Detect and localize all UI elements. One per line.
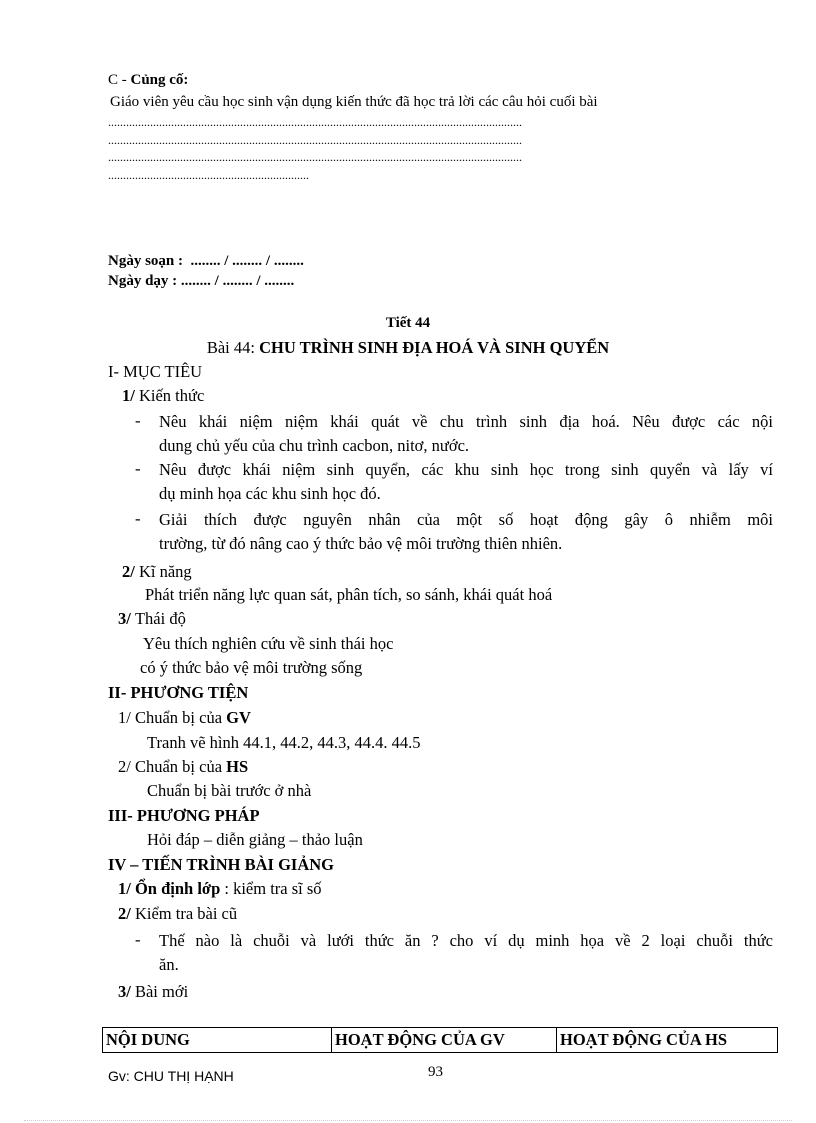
- prep-date: Ngày soạn : ........ / ........ / ........: [108, 253, 304, 269]
- skills-heading: 2/ Kĩ năng: [122, 562, 192, 581]
- skills-text: Phát triển năng lực quan sát, phân tích, so sánh, khái quát hoá: [145, 585, 553, 604]
- bullet-dash: -: [135, 930, 141, 949]
- lesson-title: Bài 44: CHU TRÌNH SINH ĐỊA HOÁ VÀ SINH QUYỂN: [206, 338, 610, 357]
- knowledge-bullet-1: Nêu khái niệm niệm khái quát về chu trình sinh địa hoá. Nêu được các nội dung chủ yếu của chu trình cacbon, nitơ, nước.: [159, 412, 773, 455]
- knowledge-heading: 1/ Kiến thức: [122, 386, 205, 405]
- lesson-period: Tiết 44: [385, 315, 431, 331]
- attitude-heading: 3/ Thái độ: [118, 609, 186, 628]
- teach-date: Ngày dạy : ........ / ........ / ........: [108, 273, 295, 289]
- gv-prep-text: Tranh vẽ hình 44.1, 44.2, 44.3, 44.4. 44.5: [147, 733, 421, 752]
- hs-prep-heading: 2/ Chuẩn bị của HS: [118, 757, 249, 776]
- lesson-table: [102, 1027, 778, 1053]
- dot-line: ..........................................................................................................................................: [108, 116, 522, 128]
- step3-heading: 3/ Bài mới: [118, 982, 189, 1001]
- section2-heading: II- PHƯƠNG TIỆN: [108, 683, 249, 702]
- table-header-row: [103, 1028, 778, 1053]
- attitude-line-1: Yêu thích nghiên cứu về sinh thái học: [143, 634, 394, 653]
- page-number: 93: [428, 1064, 443, 1080]
- gv-prep-heading: 1/ Chuẩn bị của GV: [118, 708, 251, 727]
- section1-heading: I- MỤC TIÊU: [108, 362, 203, 381]
- method-text: Hỏi đáp – diễn giảng – thảo luận: [147, 830, 363, 849]
- table-header-content: NỘI DUNG: [103, 1028, 332, 1053]
- section3-heading: III- PHƯƠNG PHÁP: [108, 806, 260, 825]
- consolidation-text: Giáo viên yêu cầu học sinh vận dụng kiến thức đã học trả lời các câu hỏi cuối bài: [110, 94, 598, 110]
- dot-line: ...................................................................: [108, 169, 309, 181]
- knowledge-bullet-2: Nêu được khái niệm sinh quyển, các khu sinh học trong sinh quyển và lấy ví dụ minh họa các khu sinh học đó.: [159, 460, 773, 503]
- hs-prep-text: Chuẩn bị bài trước ở nhà: [147, 781, 312, 800]
- section4-heading: IV – TIẾN TRÌNH BÀI GIẢNG: [108, 855, 335, 874]
- attitude-line-2: có ý thức bảo vệ môi trường sống: [140, 658, 363, 677]
- review-question: Thế nào là chuỗi và lưới thức ăn ? cho ví dụ minh họa về 2 loại chuỗi thức ăn.: [159, 931, 773, 974]
- bullet-dash: -: [135, 459, 141, 478]
- consolidation-heading: C - Củng cố:: [108, 72, 189, 88]
- bullet-dash: -: [135, 509, 141, 528]
- step1: 1/ Ổn định lớp : kiểm tra sĩ số: [118, 879, 322, 898]
- dot-line: ..........................................................................................................................................: [108, 134, 522, 146]
- dot-line: ..........................................................................................................................................: [108, 151, 522, 163]
- table-header-student: HOẠT ĐỘNG CỦA HS: [557, 1028, 778, 1053]
- knowledge-bullet-3: Giải thích được nguyên nhân của một số hoạt động gây ô nhiễm môi trường, từ đó nâng cao ý thức bảo vệ môi trường thiên nhiên.: [159, 510, 773, 553]
- footer-divider: [24, 1120, 792, 1121]
- table-header-teacher: HOẠT ĐỘNG CỦA GV: [332, 1028, 557, 1053]
- footer-teacher: Gv: CHU THỊ HẠNH: [108, 1068, 234, 1084]
- step2-heading: 2/ Kiểm tra bài cũ: [118, 904, 238, 923]
- bullet-dash: -: [135, 411, 141, 430]
